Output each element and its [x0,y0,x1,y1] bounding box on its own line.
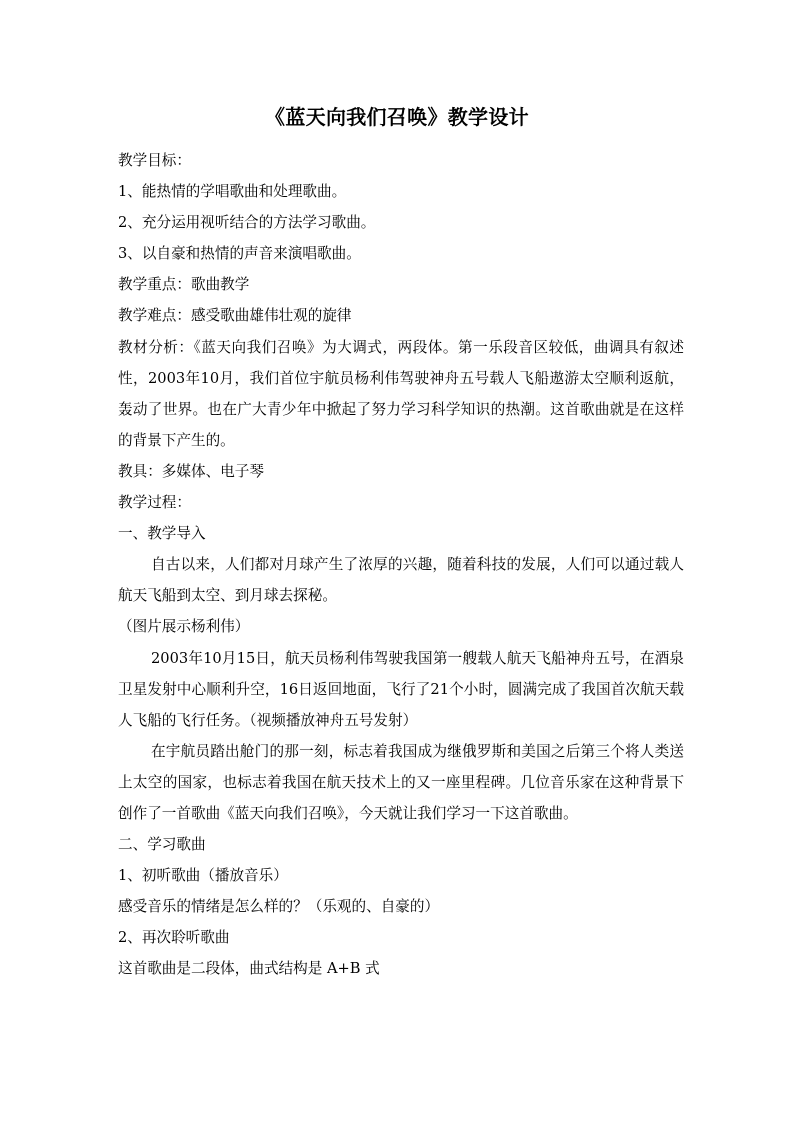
goals-heading: 教学目标： [118,152,191,169]
step-item-2: 2、再次聆听歌曲 [118,929,230,947]
structure-note: 这首歌曲是二段体，曲式结构是 A+B 式 [118,960,380,978]
significance-paragraph: 在宇航员踏出舱门的那一刻，标志着我国成为继俄罗斯和美国之后第三个将人类送上太空的国家，也标志着我国在航天技术上的又一座里程碑。几位音乐家在这种背景下创作了一首歌曲《蓝天向我们召唤》，今天就让我们学习一下这首歌曲。 [118,742,684,822]
teaching-aids-line: 教具：多媒体、电子琴 [118,462,264,480]
document-body [118,145,684,985]
intro-paragraph: 自古以来，人们都对月球产生了浓厚的兴趣，随着科技的发展，人们可以通过载人航天飞船到太空、到月球去探秘。 [118,556,684,605]
step-item-1: 1、初听歌曲（播放音乐） [118,867,288,885]
launch-paragraph: 2003年10月15日，航天员杨利伟驾驶我国第一艘载人航天飞船神舟五号，在酒泉卫星发射中心顺利升空，16日返回地面，飞行了21个小时，圆满完成了我国首次航天载人飞船的飞行任务。（视频播放神舟五号发射） [118,649,684,729]
goal-item-3: 3、以自豪和热情的声音来演唱歌曲。 [118,245,361,263]
image-note: （图片展示杨利伟） [118,618,250,636]
goal-item-2: 2、充分运用视听结合的方法学习歌曲。 [118,214,376,232]
section-heading-intro: 一、教学导入 [118,525,206,543]
goal-item-1: 1、能热情的学唱歌曲和处理歌曲。 [118,183,347,201]
key-point-line: 教学重点：歌曲教学 [118,276,250,294]
section-heading-learn-song: 二、学习歌曲 [118,836,206,854]
process-heading: 教学过程： [118,494,191,512]
step-1-question: 感受音乐的情绪是怎么样的？（乐观的、自豪的） [118,898,440,916]
difficulty-line: 教学难点：感受歌曲雄伟壮观的旋律 [118,307,352,325]
material-analysis-paragraph: 教材分析：《蓝天向我们召唤》为大调式，两段体。第一乐段音区较低，曲调具有叙述性，2003年10月，我们首位宇航员杨利伟驾驶神舟五号载人飞船遨游太空顺利返航，轰动了世界。也在广大青少年中掀起了努力学习科学知识的热潮。这首歌曲就是在这样的背景下产生的。 [118,338,684,449]
document-title: 《蓝天向我们召唤》教学设计 [265,105,529,129]
